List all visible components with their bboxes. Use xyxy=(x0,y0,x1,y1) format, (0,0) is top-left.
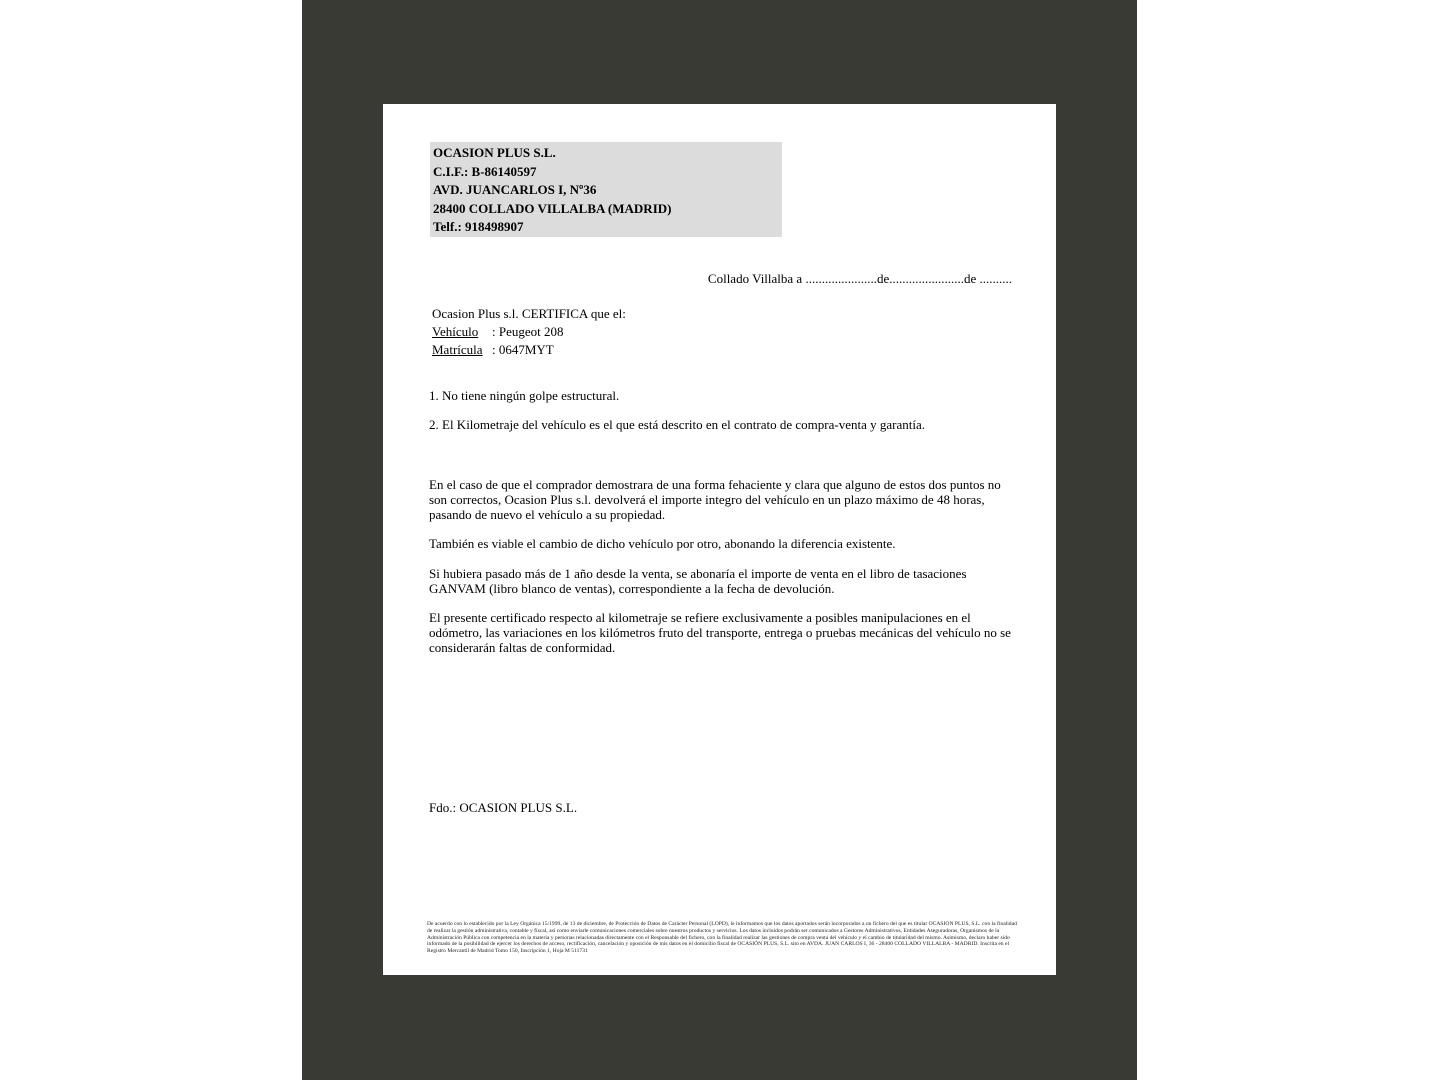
company-cif: C.I.F.: B-86140597 xyxy=(433,163,537,179)
vehicle-value: : Peugeot 208 xyxy=(492,324,564,339)
legal-footer: De acuerdo con lo establecido por la Ley Orgánica 15/1999, de 13 de diciembre, de Protección de Datos de Carácter Personal (LOPD), le informamos que los datos aportados serán incorporados a un fichero del que es titular OCASION PLUS, S.L. con la finalidad de realizar la gestión administrativa, contable y fiscal, así como enviarle comunicaciones comerciales sobre nuestros productos y servicios. Los datos incluidos podrán ser comunicados a Gestores Administrativos, Entidades Aseguradoras, Organismos de la Administración Pública con competencia en la materia y personas relacionadas directamente con el Responsable del fichero, con la finalidad realizar las gestiones de compra venta del vehículo y el cambio de titularidad del mismo. Asimismo, declaro haber sido informado de la posibilidad de ejercer los derechos de acceso, rectificación, cancelación y oposición de mis datos en el domicilio fiscal de OCASIÓN PLUS, S.L. sito en AVDA. JUAN CARLOS I, 36 - 28400 COLLADO VILLALBA - MADRID. Inscrita en el Registro Mercantil de Madrid Tomo 150, Inscripción 1, Hoja M 511731 xyxy=(427,921,1017,955)
date-line: Collado Villalba a ......................de.......................de .......... xyxy=(707,271,1012,286)
plate-row xyxy=(432,341,626,359)
certification-block xyxy=(432,305,626,359)
point-1: 1. No tiene ningún golpe estructural. xyxy=(429,388,620,403)
company-header-box xyxy=(430,142,782,237)
plate-label: Matrícula xyxy=(432,342,483,357)
paragraph-odometer: El presente certificado respecto al kilometraje se refiere exclusivamente a posibles manipulaciones en el odómetro, las variaciones en los kilómetros fruto del transporte, entrega o pruebas mecánicas del vehículo no se considerarán faltas de conformidad. xyxy=(429,610,1011,655)
paragraph-ganvam: Si hubiera pasado más de 1 año desde la venta, se abonaría el importe de venta en el libro de tasaciones GANVAM (libro blanco de ventas), correspondiente a la fecha de devolución. xyxy=(429,566,967,596)
vehicle-label: Vehículo xyxy=(432,324,479,339)
certify-intro: Ocasion Plus s.l. CERTIFICA que el: xyxy=(432,306,626,321)
vehicle-row xyxy=(432,323,626,341)
signature-line: Fdo.: OCASION PLUS S.L. xyxy=(429,800,578,815)
company-address: AVD. JUANCARLOS I, Nº36 xyxy=(433,182,597,197)
paragraph-refund: En el caso de que el comprador demostrara de una forma fehaciente y clara que alguno de estos dos puntos no son correctos, Ocasion Plus s.l. devolverá el importe integro del vehículo en un plazo máximo de 48 horas, pasando de nuevo el vehículo a su propiedad. xyxy=(429,477,1001,522)
paragraph-exchange: También es viable el cambio de dicho vehículo por otro, abonando la diferencia existente. xyxy=(429,536,896,551)
company-name: OCASION PLUS S.L. xyxy=(433,145,556,160)
document-page xyxy=(383,104,1056,975)
company-city: 28400 COLLADO VILLALBA (MADRID) xyxy=(433,200,672,216)
company-phone: Telf.: 918498907 xyxy=(433,219,524,234)
plate-value: : 0647MYT xyxy=(492,342,554,357)
point-2: 2. El Kilometraje del vehículo es el que está descrito en el contrato de compra-venta y garantía. xyxy=(429,417,925,432)
